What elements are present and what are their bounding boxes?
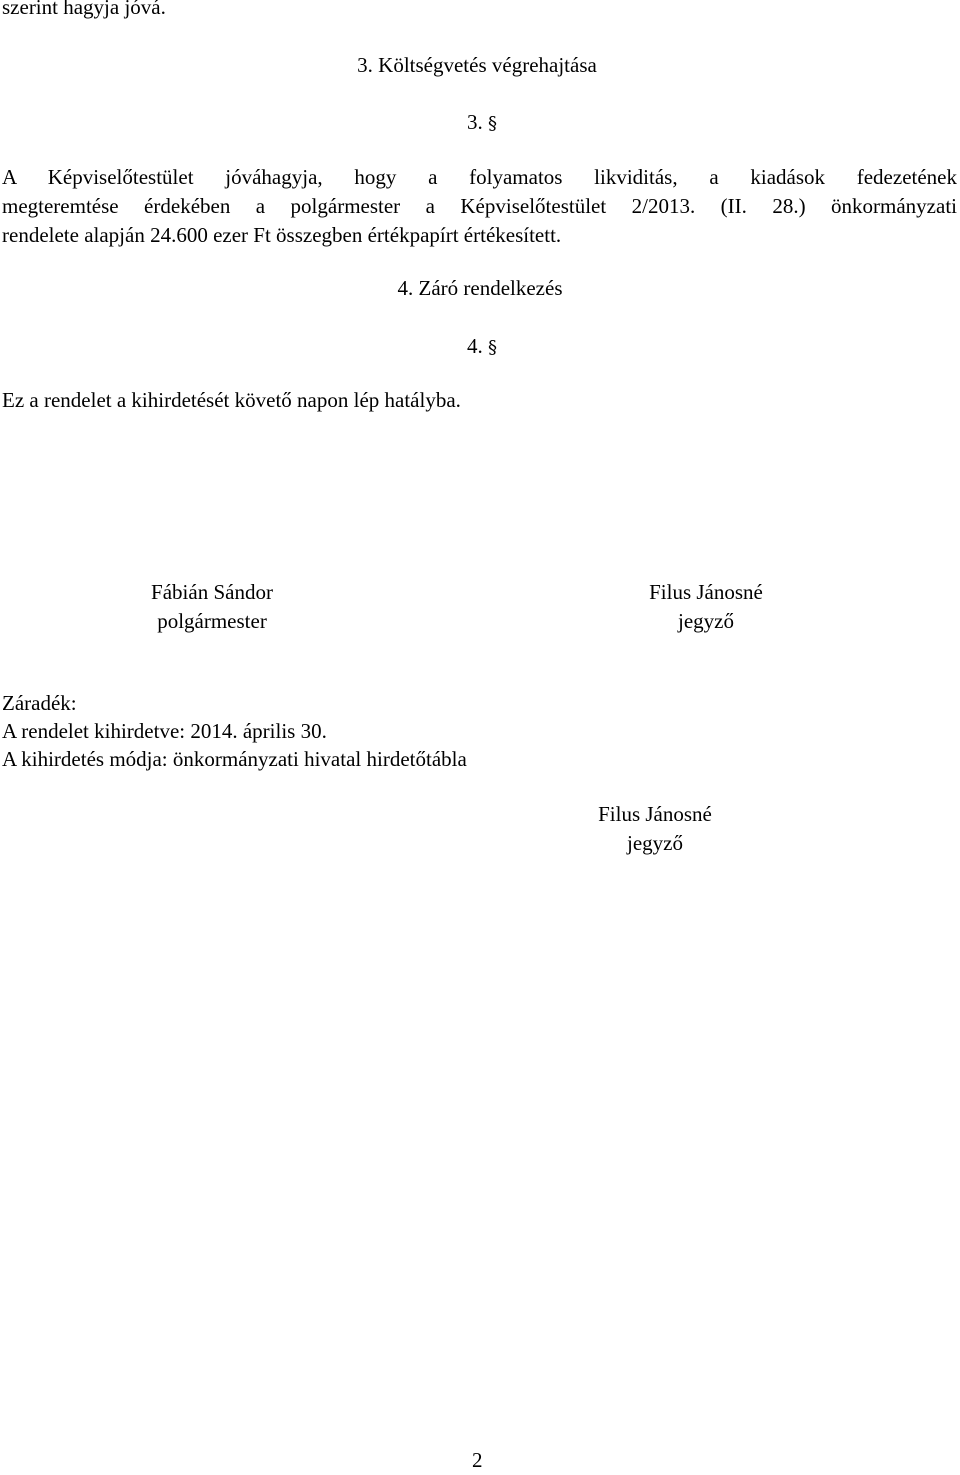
mayor-signature bbox=[92, 578, 332, 636]
section-4-body: Ez a rendelet a kihirdetését követő napon lép hatályba. bbox=[2, 388, 461, 412]
clause-method: A kihirdetés módja: önkormányzati hivatal hirdetőtábla bbox=[2, 747, 467, 771]
clause-label: Záradék: bbox=[2, 691, 77, 715]
clause-signer-name: Filus Jánosné bbox=[598, 802, 712, 826]
section-3-body-line-1: A Képviselőtestület jóváhagyja, hogy a folyamatos likviditás, a kiadások fedezetének bbox=[2, 165, 957, 189]
clause-signer-title: jegyző bbox=[627, 831, 683, 855]
section-3-body-line-2: megteremtése érdekében a polgármester a Képviselőtestület 2/2013. (II. 28.) önkormányzati bbox=[2, 194, 957, 218]
section-3-paragraph-mark bbox=[2, 108, 960, 138]
section-3-body-line-3: rendelete alapján 24.600 ezer Ft összegben értékpapírt értékesített. bbox=[2, 223, 562, 247]
continuation-text: szerint hagyja jóvá. bbox=[2, 0, 166, 19]
section-3-heading: 3. Költségvetés végrehajtása bbox=[357, 53, 597, 77]
notary-signature bbox=[586, 578, 826, 636]
paragraph-symbol: § bbox=[488, 337, 497, 358]
section-3-paragraph-number: 3. bbox=[467, 110, 483, 134]
notary-name: Filus Jánosné bbox=[649, 580, 763, 604]
clause-signature bbox=[535, 800, 775, 858]
page-number: 2 bbox=[472, 1448, 483, 1472]
notary-title: jegyző bbox=[678, 609, 734, 633]
section-4-paragraph-number: 4. bbox=[467, 334, 483, 358]
section-4-heading: 4. Záró rendelkezés bbox=[397, 276, 563, 300]
section-4-paragraph-mark bbox=[2, 332, 960, 362]
paragraph-symbol: § bbox=[488, 113, 497, 134]
mayor-name: Fábián Sándor bbox=[151, 580, 273, 604]
clause-published: A rendelet kihirdetve: 2014. április 30. bbox=[2, 719, 327, 743]
mayor-title: polgármester bbox=[157, 609, 267, 633]
